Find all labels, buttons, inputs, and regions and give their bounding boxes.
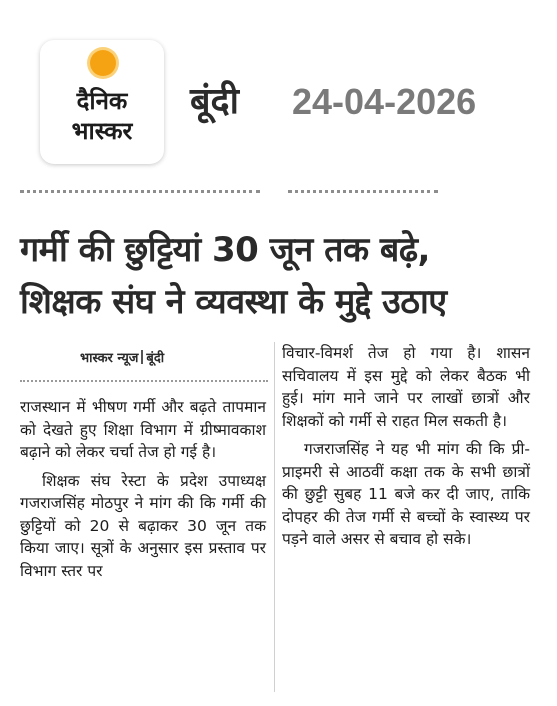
article-column-right — [282, 342, 530, 557]
clipped-text-fragment-right — [288, 190, 438, 197]
byline-city: बूंदी — [146, 351, 165, 366]
byline — [80, 348, 164, 366]
dainik-bhaskar-logo — [40, 40, 164, 164]
article-paragraph: शिक्षक संघ रेस्टा के प्रदेश उपाध्यक्ष गजराजसिंह मोठपुर ने मांग की कि गर्मी की छुट्टियों को 20 से बढ़ाकर 30 जून तक किया जाए। सूत्रों के अनुसार इस प्रस्ताव पर विभाग स्तर पर — [20, 471, 266, 580]
column-divider — [274, 342, 275, 692]
clipped-text-fragment-left — [20, 190, 260, 197]
byline-source: भास्कर न्यूज — [80, 351, 139, 366]
logo-text-line2: भास्कर — [71, 117, 133, 145]
article-paragraph: राजस्थान में भीषण गर्मी और बढ़ते तापमान को देखते हुए शिक्षा विभाग में ग्रीष्मावकाश बढ़ाने को लेकर चर्चा तेज हो गई है। — [20, 398, 266, 461]
headline-line2: शिक्षक संघ ने व्यवस्था के मुद्दे उठाए — [20, 282, 447, 322]
logo-text-line1: दैनिक — [76, 87, 128, 115]
sun-icon — [90, 50, 116, 76]
article-paragraph: गजराजसिंह ने यह भी मांग की कि प्री-प्राइमरी से आठवीं कक्षा तक के सभी छात्रों की छुट्टी सुबह 11 बजे कर दी जाए, ताकि दोपहर की तेज गर्मी से बच्चों के स्वास्थ्य पर पड़ने वाले असर से बचाव हो सके। — [282, 440, 530, 548]
headline-line1: गर्मी की छुट्टियां 30 जून तक बढ़े, — [20, 230, 430, 270]
byline-rule — [20, 380, 268, 382]
article-paragraph: विचार-विमर्श तेज हो गया है। शासन सचिवालय में इस मुद्दे को लेकर बैठक भी हुई। मांग माने जाने पर लाखों छात्रों और शिक्षकों को गर्मी से राहत मिल सकती है। — [282, 344, 530, 430]
byline-separator — [141, 350, 143, 364]
edition-date: 24-04-2026 — [292, 81, 477, 122]
article-column-left — [20, 396, 266, 588]
edition-city: बूंदी — [190, 81, 239, 122]
